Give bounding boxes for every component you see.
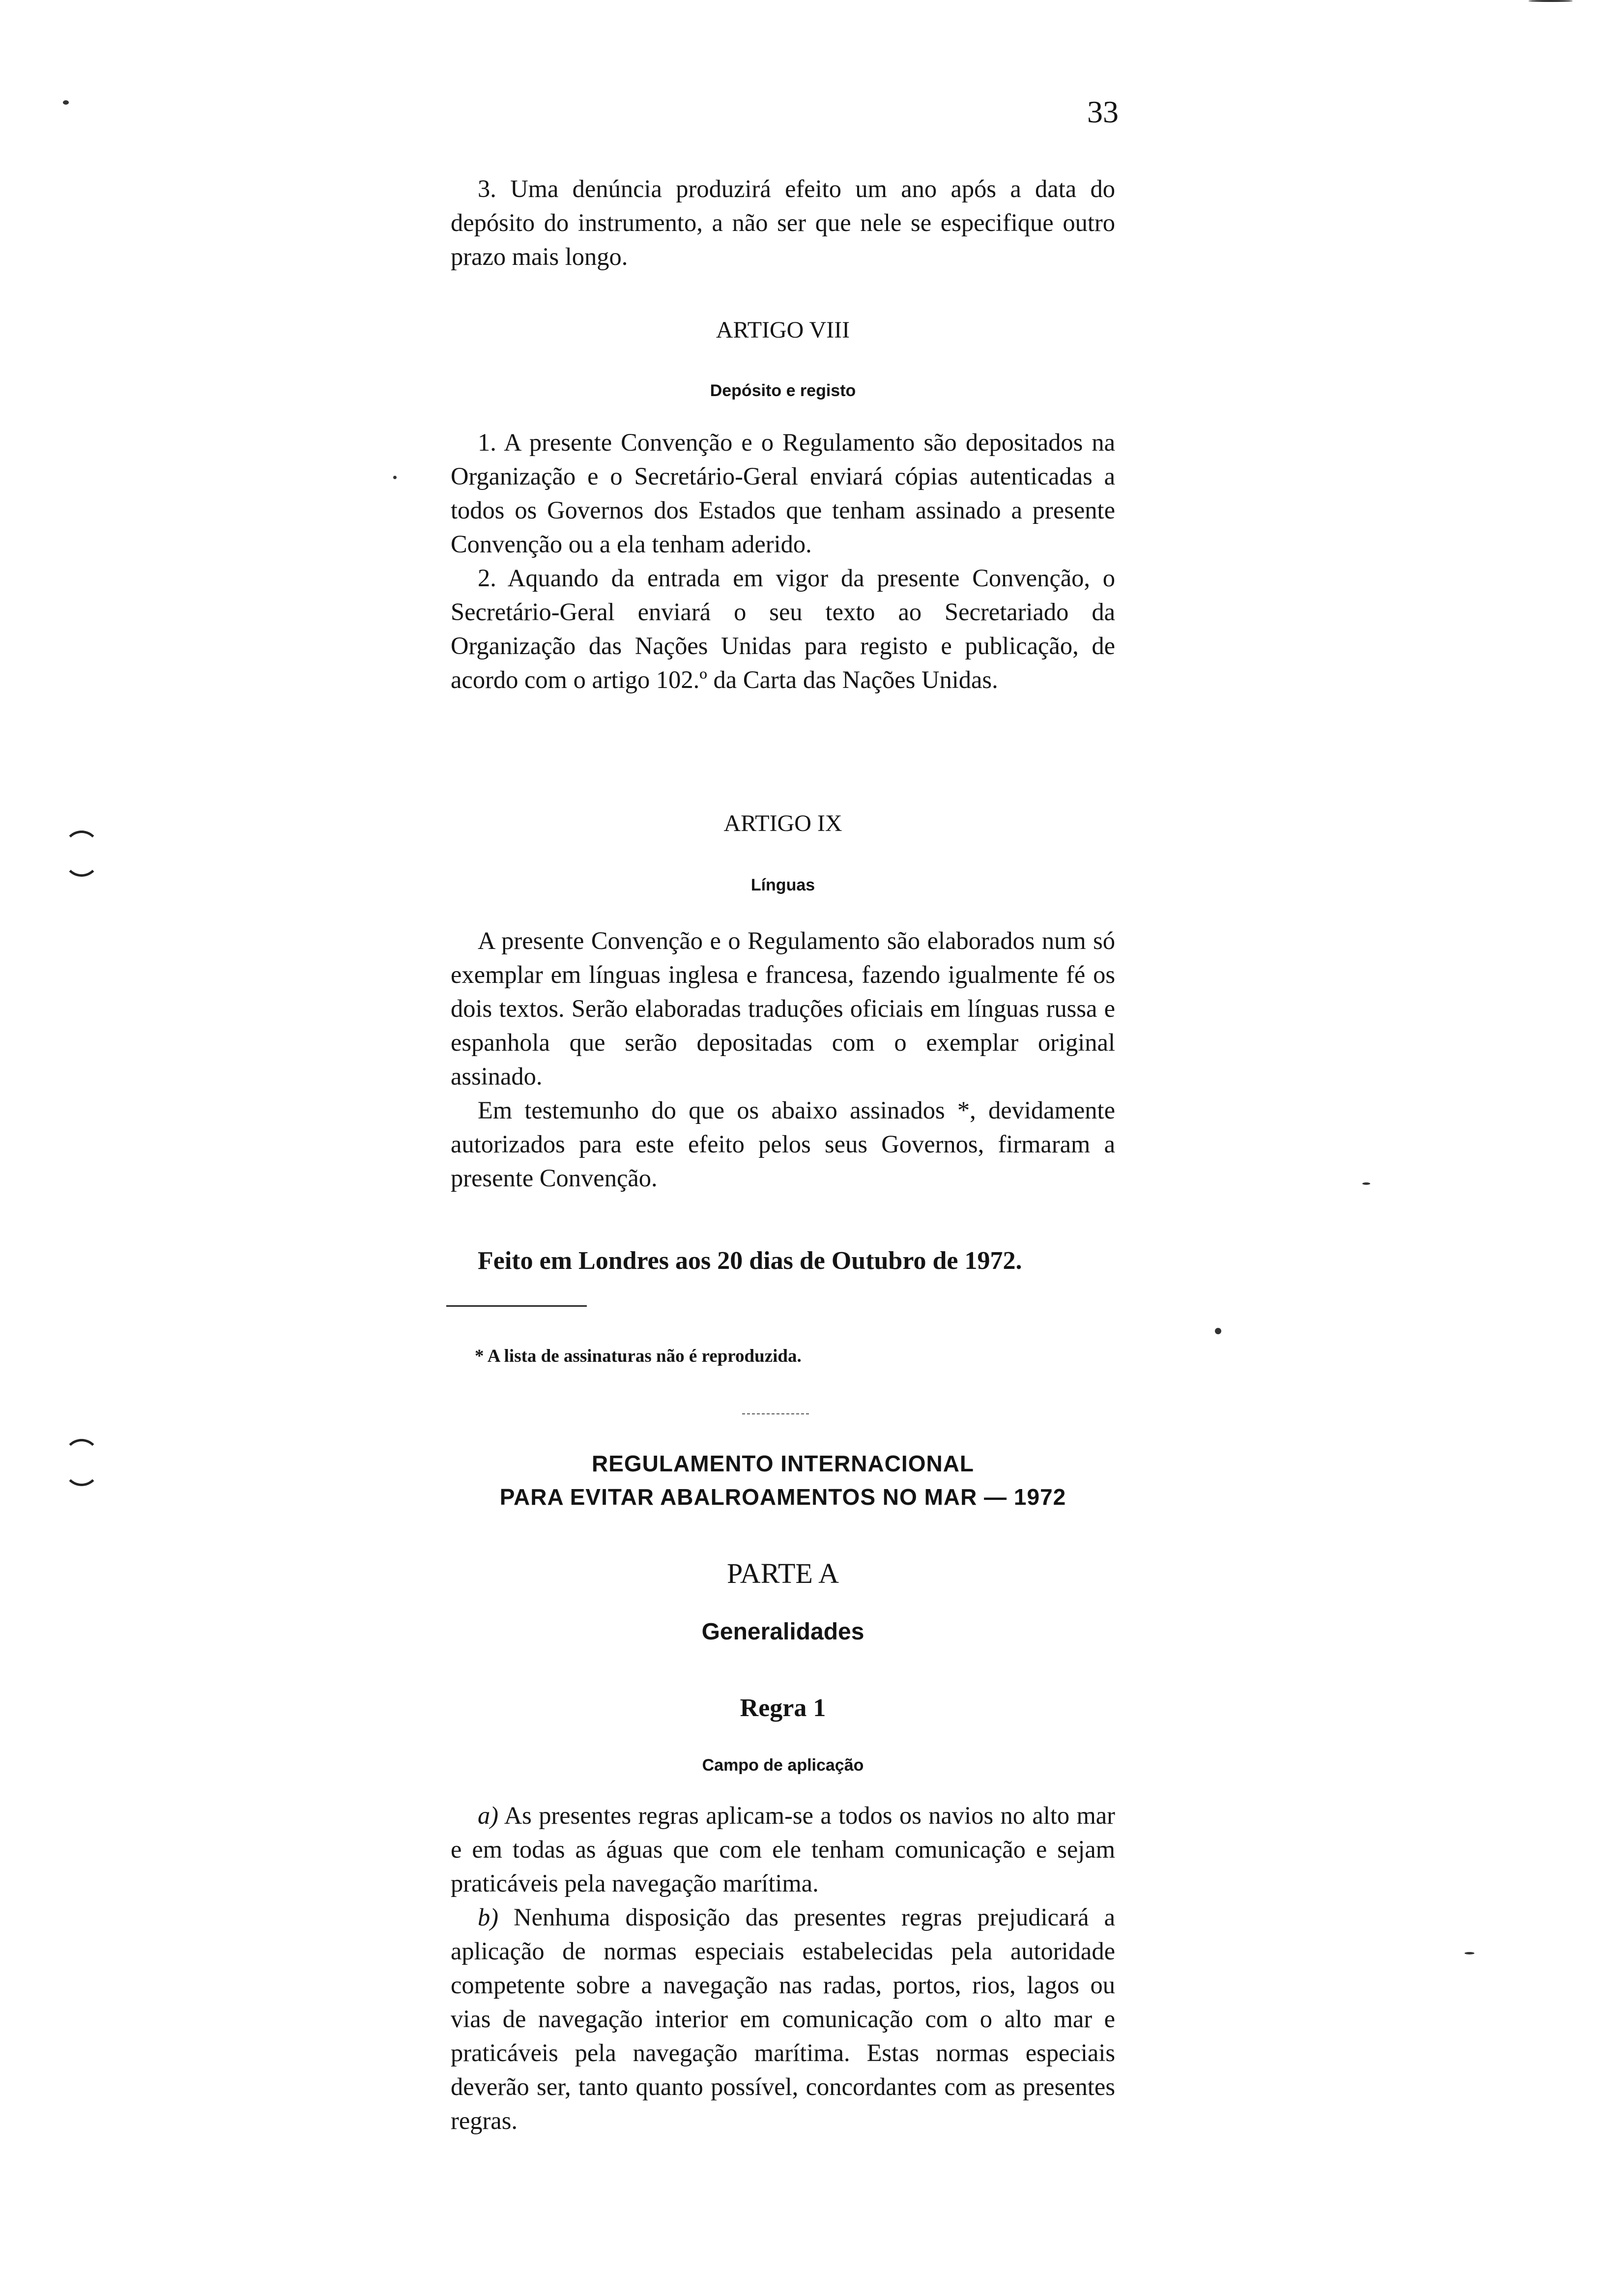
section-separator [742, 1413, 809, 1414]
regulation-title-line-2: PARA EVITAR ABALROAMENTOS NO MAR — 1972 [499, 1484, 1066, 1510]
rule-1-item-b [451, 1900, 1115, 2138]
regulation-title-line-1: REGULAMENTO INTERNACIONAL [591, 1451, 975, 1476]
rule-title: Regra 1 [740, 1694, 826, 1722]
rule-1-item-b-label: b) [478, 1903, 499, 1931]
scan-edge [1528, 0, 1573, 2]
binder-hole-mark-4 [64, 1451, 99, 1486]
binder-hole-mark-2 [64, 841, 99, 877]
rule-subtitle: Campo de aplicação [702, 1756, 864, 1775]
regulation-title [451, 1447, 1115, 1514]
article-viii-section [451, 426, 1115, 697]
article-viii-title: ARTIGO VIII [716, 317, 850, 343]
rule-1-section [451, 1799, 1115, 2138]
signing-statement: Feito em Londres aos 20 dias de Outubro de 1972. [478, 1247, 1022, 1275]
article-vii-section [451, 172, 1115, 274]
page-number: 33 [1087, 94, 1119, 129]
article-ix-subtitle: Línguas [750, 876, 815, 894]
rule-1-item-a-label: a) [478, 1802, 499, 1829]
scan-speck [1465, 1952, 1474, 1954]
part-title: PARTE A [726, 1557, 839, 1589]
rule-1-item-a-text: As presentes regras aplicam-se a todos os navios no alto mar e em todas as águas que com ele tenham comunicação e sejam praticáveis pela navegação marítima. [451, 1802, 1116, 1897]
footnote-signatures: * A lista de assinaturas não é reproduzida. [475, 1346, 802, 1366]
article-viii-paragraph-2: 2. Aquando da entrada em vigor da presente Convenção, o Secretário-Geral enviará o seu texto ao Secretariado da Organização das Nações Unidas para registo e publicação, de acordo com o artigo 102.º da Carta das Nações Unidas. [451, 564, 1115, 693]
article-ix-paragraph-1: A presente Convenção e o Regulamento são elaborados num só exemplar em línguas inglesa e francesa, fazendo igualmente fé os dois textos. Serão elaboradas traduções oficiais em línguas russa e espanhola que serão depositadas com o exemplar original assinado. [451, 927, 1115, 1090]
article-vii-paragraph-3: 3. Uma denúncia produzirá efeito um ano após a data do depósito do instrumento, a não ser que nele se especifique outro prazo mais longo. [451, 175, 1115, 270]
footnote-rule [446, 1305, 587, 1307]
article-viii-paragraph-1: 1. A presente Convenção e o Regulamento são depositados na Organização e o Secretário-Geral enviará cópias autenticadas a todos os Governos dos Estados que tenham assinado a presente Convenção ou a ela tenham aderido. [451, 429, 1115, 558]
scan-speck [1215, 1328, 1221, 1334]
scan-speck [1362, 1182, 1370, 1185]
article-ix-paragraph-2: Em testemunho do que os abaixo assinados *, devidamente autorizados para este efeito pelos seus Governos, firmaram a presente Convenção. [451, 1096, 1115, 1192]
rule-1-item-a [451, 1799, 1115, 1900]
article-ix-title: ARTIGO IX [723, 810, 842, 836]
article-viii-subtitle: Depósito e registo [710, 381, 856, 400]
article-ix-section [451, 924, 1115, 1195]
part-subtitle: Generalidades [701, 1619, 864, 1645]
scan-speck [393, 476, 397, 479]
scan-speck [63, 100, 69, 105]
rule-1-item-b-text: Nenhuma disposição das presentes regras prejudicará a aplicação de normas especiais estabelecidas pela autoridade competente sobre a navegação nas radas, portos, rios, lagos ou vias de navegação interior em comunicação com o alto mar e praticáveis pela navegação marítima. Estas normas especiais deverão ser, tanto quanto possível, concordantes com as presentes regras. [451, 1903, 1115, 2134]
